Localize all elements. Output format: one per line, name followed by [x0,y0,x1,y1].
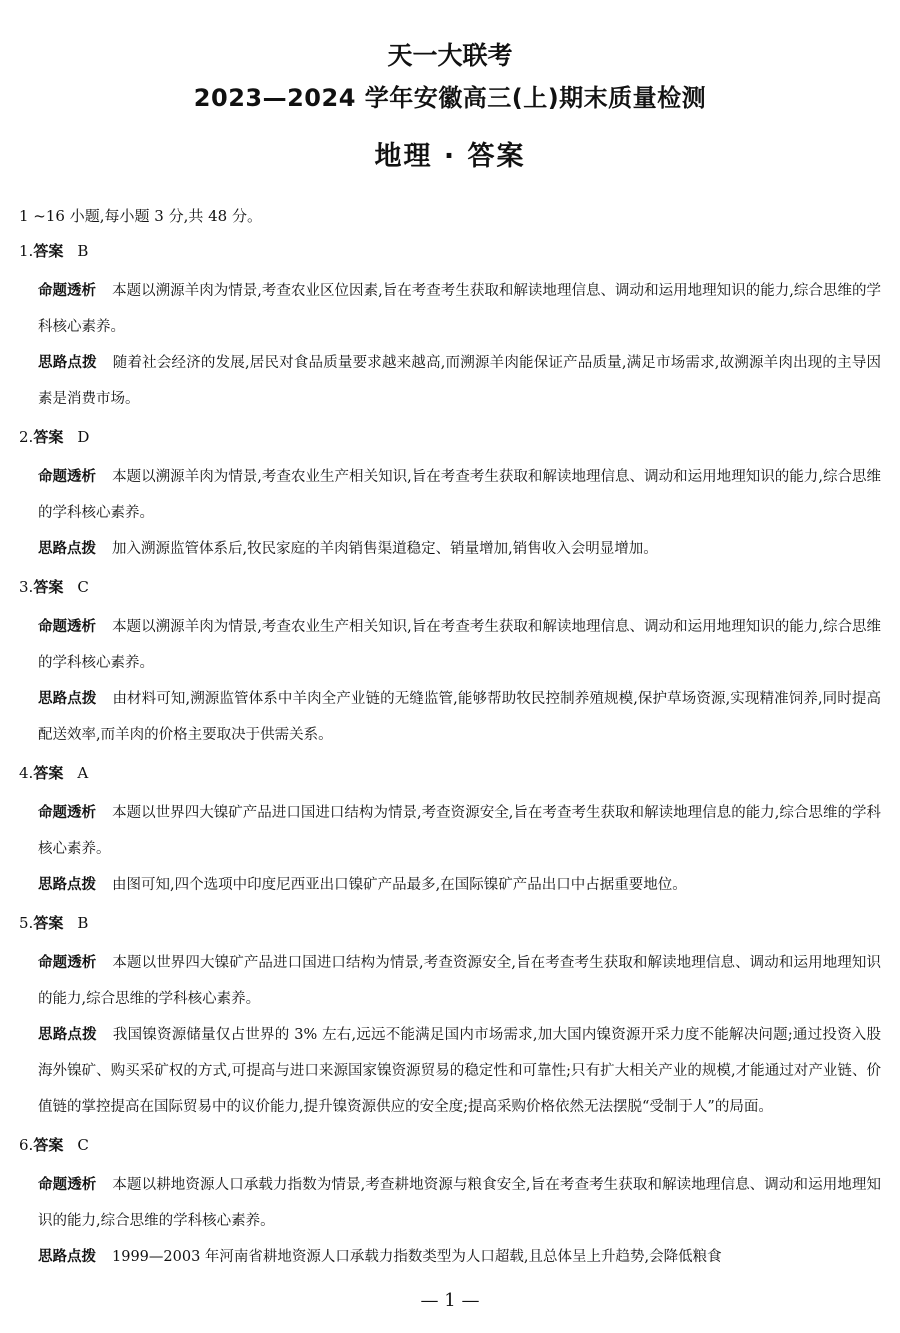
question-number: 2. [19,428,34,446]
answer-item [19,423,881,567]
analysis-paragraph [38,1167,881,1239]
page-number: — 1 — [420,1290,480,1311]
question-number: 5. [19,914,34,932]
hint-label: 思路点拨 [38,541,96,557]
analysis-text: 本题以溯源羊肉为情景,考查农业生产相关知识,旨在考查考生获取和解读地理信息、调动和运用地理知识的能力,综合思维的学科核心素养。 [38,469,882,521]
analysis-paragraph [38,273,881,345]
hint-text: 1999—2003 年河南省耕地资源人口承载力指数类型为人口超载,且总体呈上升趋势,会降低粮食 [112,1249,722,1265]
hint-text: 我国镍资源储量仅占世界的 3% 左右,远远不能满足国内市场需求,加大国内镍资源开采力度不能解决问题;通过投资入股海外镍矿、购买采矿权的方式,可提高与进口来源国家镍资源贸易的稳定性和可靠性;只有扩大相关产业的规模,才能通过对产业链、价值链的掌控提高在国际贸易中的议价能力,提升镍资源供应的安全度;提高采购价格依然无法摆脱“受制于人”的局面。 [38,1027,881,1115]
answer-line [19,909,881,937]
hint-paragraph [38,531,881,567]
answer-value: C [77,1136,89,1154]
analysis-paragraph [38,459,881,531]
answer-item [19,909,881,1125]
hint-text: 加入溯源监管体系后,牧民家庭的羊肉销售渠道稳定、销量增加,销售收入会明显增加。 [112,541,658,557]
answer-line [19,423,881,451]
hint-paragraph [38,1239,881,1275]
hint-text: 由图可知,四个选项中印度尼西亚出口镍矿产品最多,在国际镍矿产品出口中占据重要地位。 [112,877,687,893]
subject-title: 地理 · 答案 [374,141,526,172]
analysis-text: 本题以溯源羊肉为情景,考查农业区位因素,旨在考查考生获取和解读地理信息、调动和运用地理知识的能力,综合思维的学科核心素养。 [38,283,882,335]
question-number: 6. [19,1136,34,1154]
answer-item [19,759,881,903]
answer-line [19,237,881,265]
question-number: 4. [19,764,34,782]
answer-label: 答案 [33,428,64,446]
answer-item [19,237,881,417]
answer-label: 答案 [33,578,64,596]
answer-line [19,573,881,601]
analysis-label: 命题透析 [38,1177,97,1193]
answer-value: C [77,578,89,596]
hint-label: 思路点拨 [38,355,97,371]
hint-text: 随着社会经济的发展,居民对食品质量要求越来越高,而溯源羊肉能保证产品质量,满足市场需求,故溯源羊肉出现的主导因素是消费市场。 [38,355,881,407]
question-number: 3. [19,578,34,596]
answer-line [19,759,881,787]
analysis-text: 本题以世界四大镍矿产品进口国进口结构为情景,考查资源安全,旨在考查考生获取和解读地理信息、调动和运用地理知识的能力,综合思维的学科核心素养。 [38,955,881,1007]
hint-label: 思路点拨 [38,877,96,893]
hint-label: 思路点拨 [38,1027,97,1043]
answer-content [19,202,881,1281]
hint-label: 思路点拨 [38,691,97,707]
analysis-paragraph [38,609,881,681]
answer-item [19,573,881,753]
answer-value: B [77,914,89,932]
answer-label: 答案 [33,914,64,932]
exam-name-title: 2023—2024 学年安徽高三(上)期末质量检测 [193,84,707,112]
analysis-text: 本题以溯源羊肉为情景,考查农业生产相关知识,旨在考查考生获取和解读地理信息、调动和运用地理知识的能力,综合思维的学科核心素养。 [38,619,882,671]
answer-label: 答案 [33,242,64,260]
hint-paragraph [38,345,881,417]
answer-value: A [77,764,89,782]
hint-text: 由材料可知,溯源监管体系中羊肉全产业链的无缝监管,能够帮助牧民控制养殖规模,保护草场资源,实现精准饲养,同时提高配送效率,而羊肉的价格主要取决于供需关系。 [38,691,881,743]
hint-label: 思路点拨 [38,1249,96,1265]
analysis-paragraph [38,945,881,1017]
analysis-label: 命题透析 [38,283,97,299]
hint-paragraph [38,1017,881,1125]
analysis-label: 命题透析 [38,805,97,821]
analysis-paragraph [38,795,881,867]
question-number: 1. [19,242,34,260]
analysis-label: 命题透析 [38,619,97,635]
analysis-label: 命题透析 [38,469,97,485]
answer-value: D [77,428,90,446]
section-intro: 1 ~16 小题,每小题 3 分,共 48 分。 [19,207,262,225]
exam-organizer-title: 天一大联考 [387,41,513,70]
answer-item [19,1131,881,1275]
analysis-text: 本题以耕地资源人口承载力指数为情景,考查耕地资源与粮食安全,旨在考查考生获取和解读地理信息、调动和运用地理知识的能力,综合思维的学科核心素养。 [38,1177,881,1229]
analysis-label: 命题透析 [38,955,97,971]
answer-line [19,1131,881,1159]
answer-label: 答案 [33,1136,64,1154]
hint-paragraph [38,867,881,903]
answer-value: B [77,242,89,260]
answer-label: 答案 [33,764,64,782]
analysis-text: 本题以世界四大镍矿产品进口国进口结构为情景,考查资源安全,旨在考查考生获取和解读地理信息的能力,综合思维的学科核心素养。 [38,805,882,857]
hint-paragraph [38,681,881,753]
